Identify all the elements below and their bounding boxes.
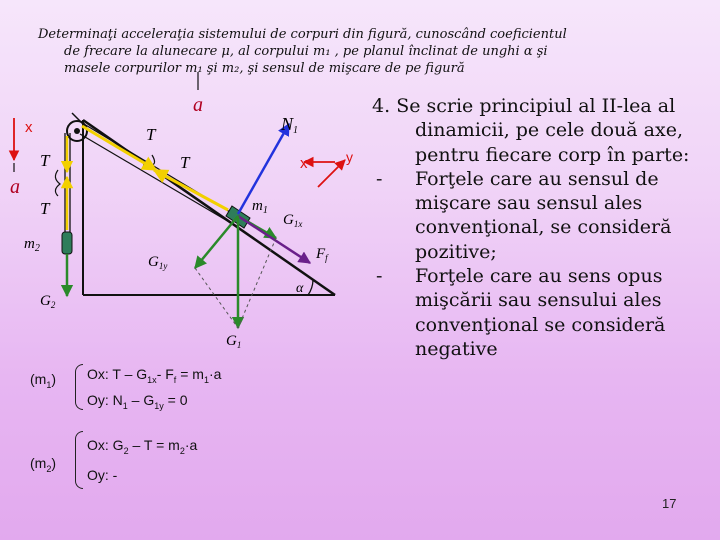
bullet-negative: - Forţele care au sens opus mişcării sau sensului ales convenţional se consideră negative (376, 265, 666, 360)
brace-m2 (75, 431, 83, 489)
equation-m1-oy: Oy: $N_1 - G_{1y} = 0$ (87, 392, 188, 411)
system-m1-label: $(m_1)$ (30, 371, 57, 390)
angle-alpha: α (296, 281, 304, 296)
g1y-label: $G_{1y}$ (148, 254, 168, 271)
problem-line-3: masele corpurilor m₁ şi m₂, şi sensul de mişcare de pe figură (64, 61, 465, 76)
equation-systems (30, 364, 360, 494)
construction-line-1 (195, 268, 238, 328)
problem-line-2: de frecare la alunecare μ, al corpului m₁ , pe planul înclinat de unghi α şi (64, 44, 548, 59)
bullet-positive: - Forţele care au sensul de mişcare sau sensul ales convenţional, se consideră pozitive; (376, 167, 672, 263)
friction-label: $F_f$ (316, 246, 328, 263)
explanation-step-4: 4. Se scrie principiul al II-lea al dinamicii, pe cele două axe, pentru fiecare corp în parte: (372, 95, 690, 166)
problem-line-1: Determinaţi acceleraţia sistemului de corpuri din figură, cunoscând coeficientul (38, 27, 567, 42)
g1-label: $G_1$ (226, 333, 242, 350)
equation-m2-oy: Oy: - (87, 467, 118, 483)
incline-diagram (0, 0, 372, 360)
system-m2-label: $(m_2)$ (30, 455, 57, 474)
brace-m1 (75, 364, 83, 410)
system-m1 (30, 364, 360, 424)
block-m2 (62, 232, 72, 254)
acceleration-label-left: a (10, 176, 20, 198)
explanation-panel (372, 94, 712, 361)
system-m2 (30, 431, 360, 491)
x-axis-label: x (300, 155, 308, 172)
normal-force-arrow (238, 124, 289, 214)
tension-label-block: T (180, 153, 190, 172)
rope-break-mark-vertical (55, 170, 60, 196)
y-axis-label: y (346, 149, 353, 165)
x-label-left: x (25, 119, 33, 136)
equation-m1-ox: Ox: T – $G_{1x}-$ $F_f = m_1\cdot a$ (87, 366, 222, 385)
tension-arrow-rope (82, 126, 156, 170)
tension-arrow-block (154, 170, 228, 210)
y-axis-arrow (318, 160, 345, 187)
m1-label: $m_1$ (252, 198, 268, 216)
equation-m2-ox: Ox: $G_2 - T = m_2\cdot a$ (87, 437, 198, 456)
construction-line-2 (238, 238, 276, 328)
acceleration-label-top: a (193, 94, 203, 116)
g2-label: $G_2$ (40, 293, 56, 310)
tension-label-pulley: T (146, 125, 156, 144)
normal-force-label: N1 (281, 114, 299, 136)
tension-label-upper: T (40, 151, 50, 170)
tension-label-lower: T (40, 199, 50, 218)
page-number: 17 (662, 496, 677, 511)
m2-label: $m_2$ (24, 236, 40, 254)
g1y-arrow (195, 216, 238, 268)
g1x-label: $G_{1x}$ (283, 212, 303, 229)
